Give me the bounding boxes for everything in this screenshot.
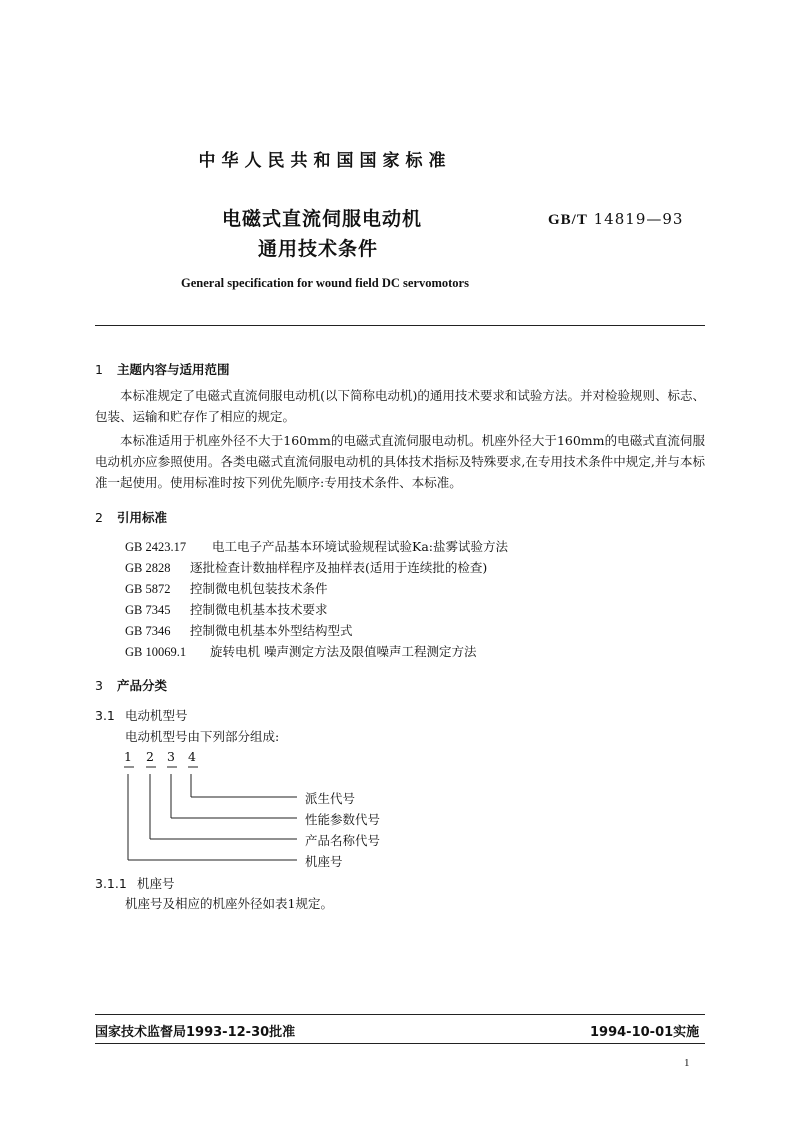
page-number: 1 [684, 1057, 690, 1069]
section-1-para-2: 本标准适用于机座外径不大于160mm的电磁式直流伺服电动机。机座外径大于160mm的电磁式直流伺服电动机亦应参照使用。各类电磁式直流伺服电动机的具体技术指标及特殊要求,在专用技术条件中规定,并与本标准一起使用。使用标准时按下列优先顺序:专用技术条件、本标准。 [95, 433, 705, 490]
model-digit: 1 [124, 749, 132, 764]
standard-number: 14819—93 [593, 210, 684, 228]
reference-title: 控制微电机基本技术要求 [190, 602, 328, 617]
title-cn-line1: 电磁式直流伺服电动机 [222, 208, 423, 230]
implementation-date: 1994-10-01实施 [590, 1025, 700, 1040]
diagram-label: 派生代号 [305, 791, 356, 806]
national-standard-heading: 中华人民共和国国家标准 [198, 151, 452, 171]
section-3-title: 产品分类 [117, 678, 168, 693]
section-1-para-1: 本标准规定了电磁式直流伺服电动机(以下简称电动机)的通用技术要求和试验方法。并对检验规则、标志、包装、运输和贮存作了相应的规定。 [95, 388, 705, 424]
model-digit: 2 [146, 749, 154, 764]
subsection-3-1-text: 电动机型号由下列部分组成: [125, 729, 280, 744]
title-cn-line2: 通用技术条件 [258, 238, 379, 260]
approval-line: 国家技术监督局1993-12-30批准 [95, 1025, 296, 1040]
reference-code: GB 2828 [125, 561, 171, 575]
subsection-3-1-title: 电动机型号 [125, 708, 188, 723]
subsection-3-1-number: 3.1 [95, 708, 115, 723]
reference-title: 逐批检查计数抽样程序及抽样表(适用于连续批的检查) [190, 560, 488, 575]
section-2-number: 2 [95, 510, 103, 525]
diagram-label: 性能参数代号 [305, 812, 381, 827]
footer-divider [95, 1014, 705, 1015]
reference-code: GB 5872 [125, 582, 171, 596]
reference-title: 电工电子产品基本环境试验规程试验Ka:盐雾试验方法 [212, 539, 509, 554]
model-digit: 4 [188, 749, 196, 764]
diagram-label: 机座号 [305, 854, 343, 869]
section-1-number: 1 [95, 362, 103, 377]
diagram-label: 产品名称代号 [305, 833, 381, 848]
reference-title: 控制微电机基本外型结构型式 [190, 623, 353, 638]
reference-title: 控制微电机包装技术条件 [190, 581, 328, 596]
subsection-3-1-1-number: 3.1.1 [95, 876, 127, 891]
subsection-3-1-1-title: 机座号 [137, 876, 175, 891]
reference-code: GB 2423.17 [125, 540, 187, 554]
footer-bottom-rule [95, 1043, 705, 1044]
title-en: General specification for wound field DC servomotors [181, 276, 469, 290]
section-3-number: 3 [95, 678, 103, 693]
subsection-3-1-1-heading [95, 874, 175, 892]
reference-code: GB 7346 [125, 624, 171, 638]
model-digit: 3 [167, 749, 175, 764]
section-2-title: 引用标准 [117, 510, 168, 525]
reference-title: 旋转电机 噪声测定方法及限值噪声工程测定方法 [210, 644, 477, 659]
reference-code: GB 10069.1 [125, 645, 187, 659]
subsection-3-1-1-text: 机座号及相应的机座外径如表1规定。 [125, 896, 333, 911]
standard-prefix: GB/T [548, 212, 588, 228]
reference-code: GB 7345 [125, 603, 171, 617]
section-1-title: 主题内容与适用范围 [117, 362, 230, 377]
